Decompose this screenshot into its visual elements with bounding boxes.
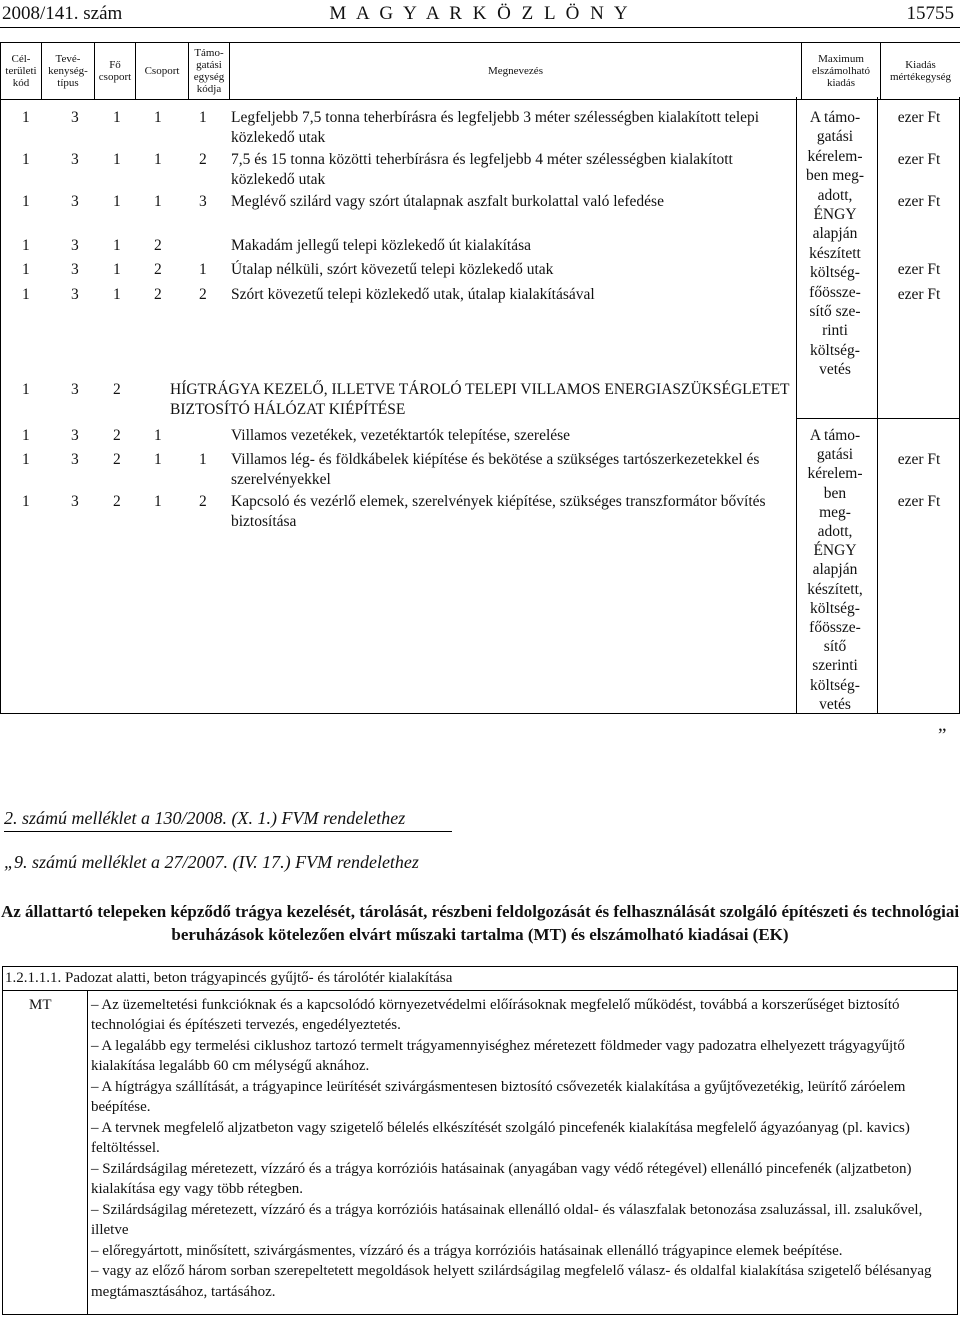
code-cell: 3 [199,193,207,210]
code-cell: 1 [22,109,30,126]
journal-title: M A G Y A R K Ö Z L Ö N Y [329,3,631,24]
code-cell: 3 [71,451,79,468]
item-name: Meglévő szilárd vagy szórt útalapnak aszfalt burkolattal való lefedése [231,193,664,210]
code-cell: 2 [113,381,121,398]
max-cost-line: kérelem- [807,465,863,483]
item-name: Legfeljebb 7,5 tonna teherbírásra és legfeljebb 3 méter szélességben kialakított telepi közlekedő utak [231,109,760,146]
max-cost-line: kérelem- [807,147,863,165]
max-cost-line: gatási [816,128,854,146]
unit-cell: ezer Ft [897,193,941,210]
code-cell: 1 [154,427,162,444]
max-cost-line: adott, [817,523,853,540]
code-cell: 1 [154,493,162,510]
unit-cell: ezer Ft [897,493,941,510]
code-cell: 1 [22,427,30,444]
mt-item: – előregyártott, minősített, szivárgásmentes, vízzáró és a trágya korrózióis hatásainak ellenálló trágyapince elemek beépítése. [91,1242,843,1259]
code-cell: 1 [154,109,162,126]
max-cost-line: vetés [819,695,851,713]
max-cost-line: sítő sze- [809,303,861,320]
max-cost-line: költség- [810,341,860,359]
item-name: Villamos vezetékek, vezetéktartók telepítése, szerelése [231,427,571,444]
issue-number: 2008/141. szám [2,3,123,24]
header-divider [0,27,960,28]
mt-item: – Szilárdságilag méretezett, vízzáró és a trágya korrózióis hatásainak (anyagában vagy védő rétegével) ellenálló pincefenék (aljzatbeton) kialakítása egy vagy több rétegben. [91,1160,912,1197]
mt-item: – vagy az előző három sorban szerepeltetett megoldások helyett szilárdságilag megfelelő válasz- és oldalfal kialakítása szigetelő bélésanyag megtámasztásához, tartásához. [91,1263,932,1300]
mt-item: – Az üzemeltetési funkcióknak és a kapcsolódó környezetvédelmi előírásoknak megfelelő működést, továbbá a korszerűséget biztosító technológiai és építészeti tervezés, engedélyeztetés. [91,996,900,1033]
col-header: Megnevezés [230,43,802,100]
code-cell: 3 [71,261,79,278]
code-cell: 2 [154,237,162,254]
code-cell: 2 [154,261,162,278]
code-cell: 1 [22,493,30,510]
code-cell: 1 [22,151,30,168]
closing-quote: ” [938,725,947,746]
max-cost-line: sítő [823,638,847,656]
max-cost-line: készített [809,244,861,262]
code-cell: 1 [113,261,121,278]
max-cost-line: A támo- [809,427,861,444]
code-cell: 1 [199,261,207,278]
max-cost-line: főössze- [809,283,861,301]
annex-text: 2. számú melléklet a 130/2008. (X. 1.) FVM rendelethez [4,808,406,828]
code-cell: 3 [71,427,79,444]
code-cell: 3 [71,237,79,254]
cost-table [0,42,960,100]
unit-cell: ezer Ft [897,261,941,278]
code-cell: 3 [71,286,79,303]
page-number: 15755 [906,3,954,24]
mt-item: – A tervnek megfelelő aljzatbeton vagy szigetelő bélelés elkészítését szolgáló pincefenék kialakítása megfelelő ágyazóanyag (pl. kavics) feltöltéssel. [91,1119,910,1156]
max-cost-line: ÉNGY [813,206,857,223]
page-header [0,0,960,26]
box-heading: 1.2.1.1.1. Padozat alatti, beton trágyapincés gyűjtő- és tárolótér kialakítása [2,967,958,991]
code-cell: 3 [71,151,79,168]
col-header: Kiadás mértékegység [881,43,960,100]
code-cell: 1 [113,193,121,210]
max-cost-line: gatási [816,446,854,464]
code-cell: 1 [199,451,207,468]
code-cell: 1 [154,451,162,468]
code-cell: 2 [199,493,207,510]
code-cell: 1 [22,261,30,278]
unit-cell: ezer Ft [897,109,941,126]
code-cell: 1 [113,237,121,254]
code-cell: 1 [22,286,30,303]
max-cost-line: alapján [812,561,858,579]
item-name: Útalap nélküli, szórt kövezetű telepi közlekedő utak [231,261,554,278]
max-cost-line: főössze- [809,619,861,636]
code-cell: 1 [113,286,121,303]
max-cost-line: vetés [819,361,851,379]
mt-item: – A hígtrágya szállítását, a trágyapince leürítését szivárgásmentesen biztosító csővezeték kialakítása a gyűjtővezetékig, leürítő záróelem beépítése. [91,1078,906,1115]
max-cost-line: költség- [810,264,860,282]
section-name: HÍGTRÁGYA KEZELŐ, ILLETVE TÁROLÓ TELEPI VILLAMOS ENERGIASZÜKSÉGLETET BIZTOSÍTÓ HÁLÓZAT KIÉPÍTÉSE [170,381,790,418]
mt-label-divider [87,991,88,1314]
code-cell: 3 [71,109,79,126]
annex-reference-2: „9. számú melléklet a 27/2007. (IV. 17.) FVM rendelethez [4,852,419,872]
col-header: Csoport [136,43,189,100]
code-cell: 1 [22,451,30,468]
code-cell: 2 [113,427,121,444]
code-cell: 1 [199,109,207,126]
mt-item: – Szilárdságilag méretezett, vízzáró és a trágya korrózióis hatásainak ellenálló oldal- és válaszfalak betonozása zsaluzással, ill. zsalukővel, illetve [91,1201,923,1238]
code-cell: 2 [113,451,121,468]
max-cost-line: költség- [810,676,860,694]
item-name: Kapcsoló és vezérlő elemek, szerelvények kiépítése, szükséges transzformátor bővítés biztosítása [231,493,766,530]
item-name: Szórt kövezetű telepi közlekedő utak, útalap kialakításával [231,286,595,303]
col-header: Tevé-kenység-típus [42,43,95,100]
section-divider [796,418,959,419]
table-header-row [1,43,960,100]
item-name: Villamos lég- és földkábelek kiépítése és bekötése a szükséges tartószerkezetekkel és szerelvényekkel [231,451,760,488]
max-cost-line: alapján [812,225,858,243]
code-cell: 2 [199,286,207,303]
mt-label: MT [29,996,52,1013]
code-cell: 3 [71,193,79,210]
max-cost-line: készített, [807,580,863,598]
unit-cell: ezer Ft [897,286,941,303]
max-cost-line: adott, [817,186,853,204]
code-cell: 1 [22,381,30,398]
col-header: Maximum elszámolható kiadás [802,43,881,100]
code-cell: 3 [71,493,79,510]
col-header: Cél-területi kód [1,43,42,100]
col-header: Fő csoport [95,43,136,100]
max-cost-line: költség- [810,599,860,617]
max-cost-line: ben [823,484,847,502]
mt-item: – A legalább egy termelési ciklushoz tartozó termelt trágyamennyiséghez méretezett földmeder vagy padozatra elhelyezett trágyagyűjtő kialakítása legalább 60 cm mélységű aknához. [91,1037,905,1074]
code-cell: 2 [199,151,207,168]
unit-cell: ezer Ft [897,451,941,468]
col-header: Támo-gatási egység kódja [189,43,230,100]
max-cost-line: A támo- [809,109,861,126]
annex-underline [4,831,452,832]
annex-reference-1 [4,808,452,832]
code-cell: 1 [154,193,162,210]
code-cell: 3 [71,381,79,398]
mt-items [91,995,953,1303]
col-divider [877,97,878,714]
item-name: Makadám jellegű telepi közlekedő út kialakítása [231,237,531,254]
code-cell: 1 [113,109,121,126]
mt-box [2,966,958,1316]
unit-cell: ezer Ft [897,151,941,168]
box-body [2,991,958,1315]
max-cost-line: ben meg- [805,167,865,185]
code-cell: 1 [113,151,121,168]
max-cost-line: rinti [822,322,848,340]
code-cell: 1 [22,237,30,254]
item-name: 7,5 és 15 tonna közötti teherbírásra és legfeljebb 4 méter szélességben kialakított közlekedő utak [231,151,733,188]
code-cell: 1 [154,151,162,168]
max-cost-line: szerinti [812,657,858,675]
code-cell: 2 [154,286,162,303]
section-title: Az állattartó telepeken képződő trágya kezelését, tárolását, részbeni feldolgozását és felhasználását szolgáló építészeti és technológiai beruházások kötelezően elvárt műszaki tartalma (MT) és elszámolható kiadásai (EK) [0,902,960,944]
code-cell: 2 [113,493,121,510]
max-cost-line: meg- [819,503,851,521]
code-cell: 1 [22,193,30,210]
max-cost-line: ÉNGY [813,542,857,560]
